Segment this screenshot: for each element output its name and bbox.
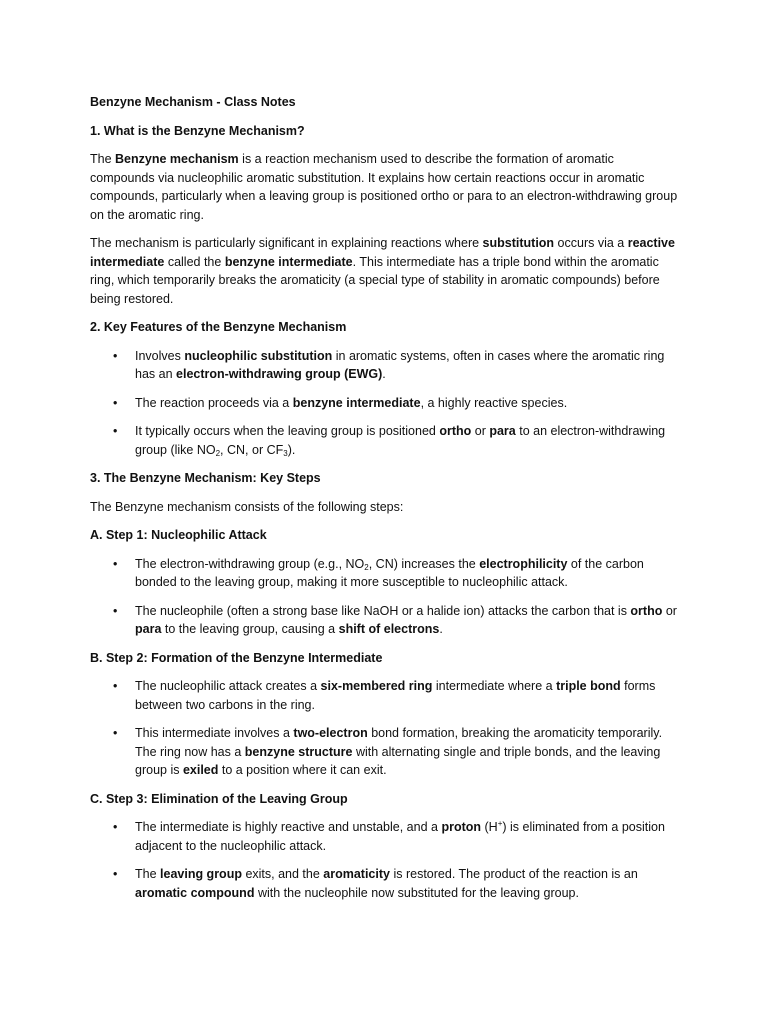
list-item-text [135,820,665,853]
bullet-icon: • [113,820,118,834]
bold-term: proton [441,820,482,834]
bullet-icon: • [113,603,118,618]
bullet-icon: • [113,348,118,363]
bullet-icon: • [113,424,118,438]
section-heading-2: 2. Key Features of the Benzyne Mechanism [90,320,347,334]
text-run: is restored. The product of the reaction is an [389,867,638,881]
text-run: The nucleophile (often a strong base like NaOH or a halide ion) attacks the carbon that is [135,603,631,618]
bold-term: reactive intermediate [90,236,675,269]
bold-term: substitution [482,236,555,250]
subsection-heading-c: C. Step 3: Elimination of the Leaving Group [90,791,348,806]
bold-term: electron-withdrawing group (EWG) [176,367,383,381]
bold-term: triple bond [556,679,621,693]
subsection-heading-a: A. Step 1: Nucleophilic Attack [90,528,267,542]
list-item-text [135,349,664,382]
text-run: The [135,867,161,881]
bullet-list [90,555,680,639]
text-run: intermediate where a [432,679,557,693]
superscript: + [497,819,503,828]
text-run: or [471,424,490,438]
list-item [90,422,680,459]
subscript: 2 [215,448,221,458]
text-run: ). [287,442,296,457]
list-item-text [135,424,665,457]
subscript: 2 [364,562,369,572]
text-run: forms between two carbons in the ring. [135,679,656,712]
text-run: . [439,622,443,636]
bold-term: leaving group [160,867,242,881]
bold-term: para [135,622,162,636]
text-run: to a position where it can exit. [218,763,387,777]
list-item [90,724,680,780]
list-item-text [135,679,655,712]
bullet-list [90,677,680,780]
list-item [90,555,680,592]
text-run: with alternating single and triple bonds, and the leaving group is [135,744,661,777]
text-run: The mechanism is particularly significant in explaining reactions where [90,236,483,250]
list-item [90,394,680,413]
bold-term: aromaticity [323,867,390,881]
section-heading-1: 1. What is the Benzyne Mechanism? [90,123,305,138]
text-run: , CN, or CF [220,442,284,457]
text-run: Involves [135,348,185,363]
bold-term: electrophilicity [479,556,568,571]
bold-term: benzyne structure [244,744,353,759]
bullet-icon: • [113,556,118,571]
text-run: This intermediate involves a [135,726,294,740]
bullet-icon: • [113,395,118,410]
text-run: or [662,603,677,618]
text-run: ) is eliminated from a position adjacent to the nucleophilic attack. [135,820,665,853]
text-run: called the [164,254,225,269]
text-run: exits, and the [241,867,324,881]
text-run: to an electron-withdrawing group (like NO [135,424,666,457]
bullet-icon: • [113,867,118,881]
text-run: (H [481,820,498,834]
text-run: . [382,367,386,381]
list-item-text [135,396,567,410]
bold-term: benzyne intermediate [292,395,421,410]
bold-term: Benzyne mechanism [115,152,239,166]
document-body [90,93,680,912]
bullet-icon: • [113,726,118,740]
text-run: The reaction proceeds via a [135,395,293,410]
text-run: is a reaction mechanism used to describe the formation of aromatic compounds via nucleophilic aromatic substitution. It explains how certain reactions occur in aromatic compounds, particularly when a leaving group is positioned ortho or para to an electron-withdrawing group on the aromatic ring. [90,152,678,222]
text-run: to the leaving group, causing a [161,622,339,636]
text-run: with the nucleophile now substituted for the leaving group. [254,885,579,900]
list-item-text [135,867,638,900]
list-item [90,677,680,714]
bold-term: para [489,424,516,438]
document-title: Benzyne Mechanism - Class Notes [90,95,296,109]
bullet-list [90,818,680,902]
text-run: The electron-withdrawing group (e.g., NO [135,556,365,571]
bold-term: exiled [182,763,219,777]
text-run: occurs via a [554,236,628,250]
text-run: The [90,152,116,166]
text-run: It typically occurs when the leaving group is positioned [135,424,440,438]
paragraph [90,234,680,308]
list-item-text [135,726,662,777]
list-item [90,347,680,384]
bullet-icon: • [113,679,118,693]
bullet-list [90,347,680,460]
bold-term: ortho [439,424,472,438]
text-run: . This intermediate has a triple bond within the aromatic ring, which temporarily breaks the aromaticity (a special type of stability in aromatic compounds) before being restored. [90,254,660,306]
paragraph [90,150,680,224]
subsection-heading-b: B. Step 2: Formation of the Benzyne Intermediate [90,650,383,665]
list-item-text [135,557,644,590]
list-item [90,865,680,902]
paragraph: The Benzyne mechanism consists of the following steps: [90,499,404,514]
text-run: in aromatic systems, often in cases where the aromatic ring has an [135,348,665,381]
list-item-text [135,604,677,637]
bold-term: two-electron [293,726,368,740]
section-heading-3: 3. The Benzyne Mechanism: Key Steps [90,471,321,485]
list-item [90,602,680,639]
text-run: , a highly reactive species. [420,395,568,410]
bold-term: nucleophilic substitution [184,348,333,363]
text-run: The intermediate is highly reactive and unstable, and a [135,820,442,834]
text-run: The nucleophilic attack creates a [135,679,321,693]
bold-term: benzyne intermediate [224,254,353,269]
bold-term: ortho [630,603,663,618]
bold-term: six-membered ring [320,679,433,693]
bold-term: shift of electrons [338,622,440,636]
list-item [90,818,680,855]
text-run: of the carbon bonded to the leaving group, making it more susceptible to nucleophilic attack. [135,556,644,589]
text-run: bond formation, breaking the aromaticity temporarily. The ring now has a [135,726,663,759]
bold-term: aromatic compound [135,885,255,900]
subscript: 3 [283,448,288,458]
text-run: , CN) increases the [368,556,480,571]
